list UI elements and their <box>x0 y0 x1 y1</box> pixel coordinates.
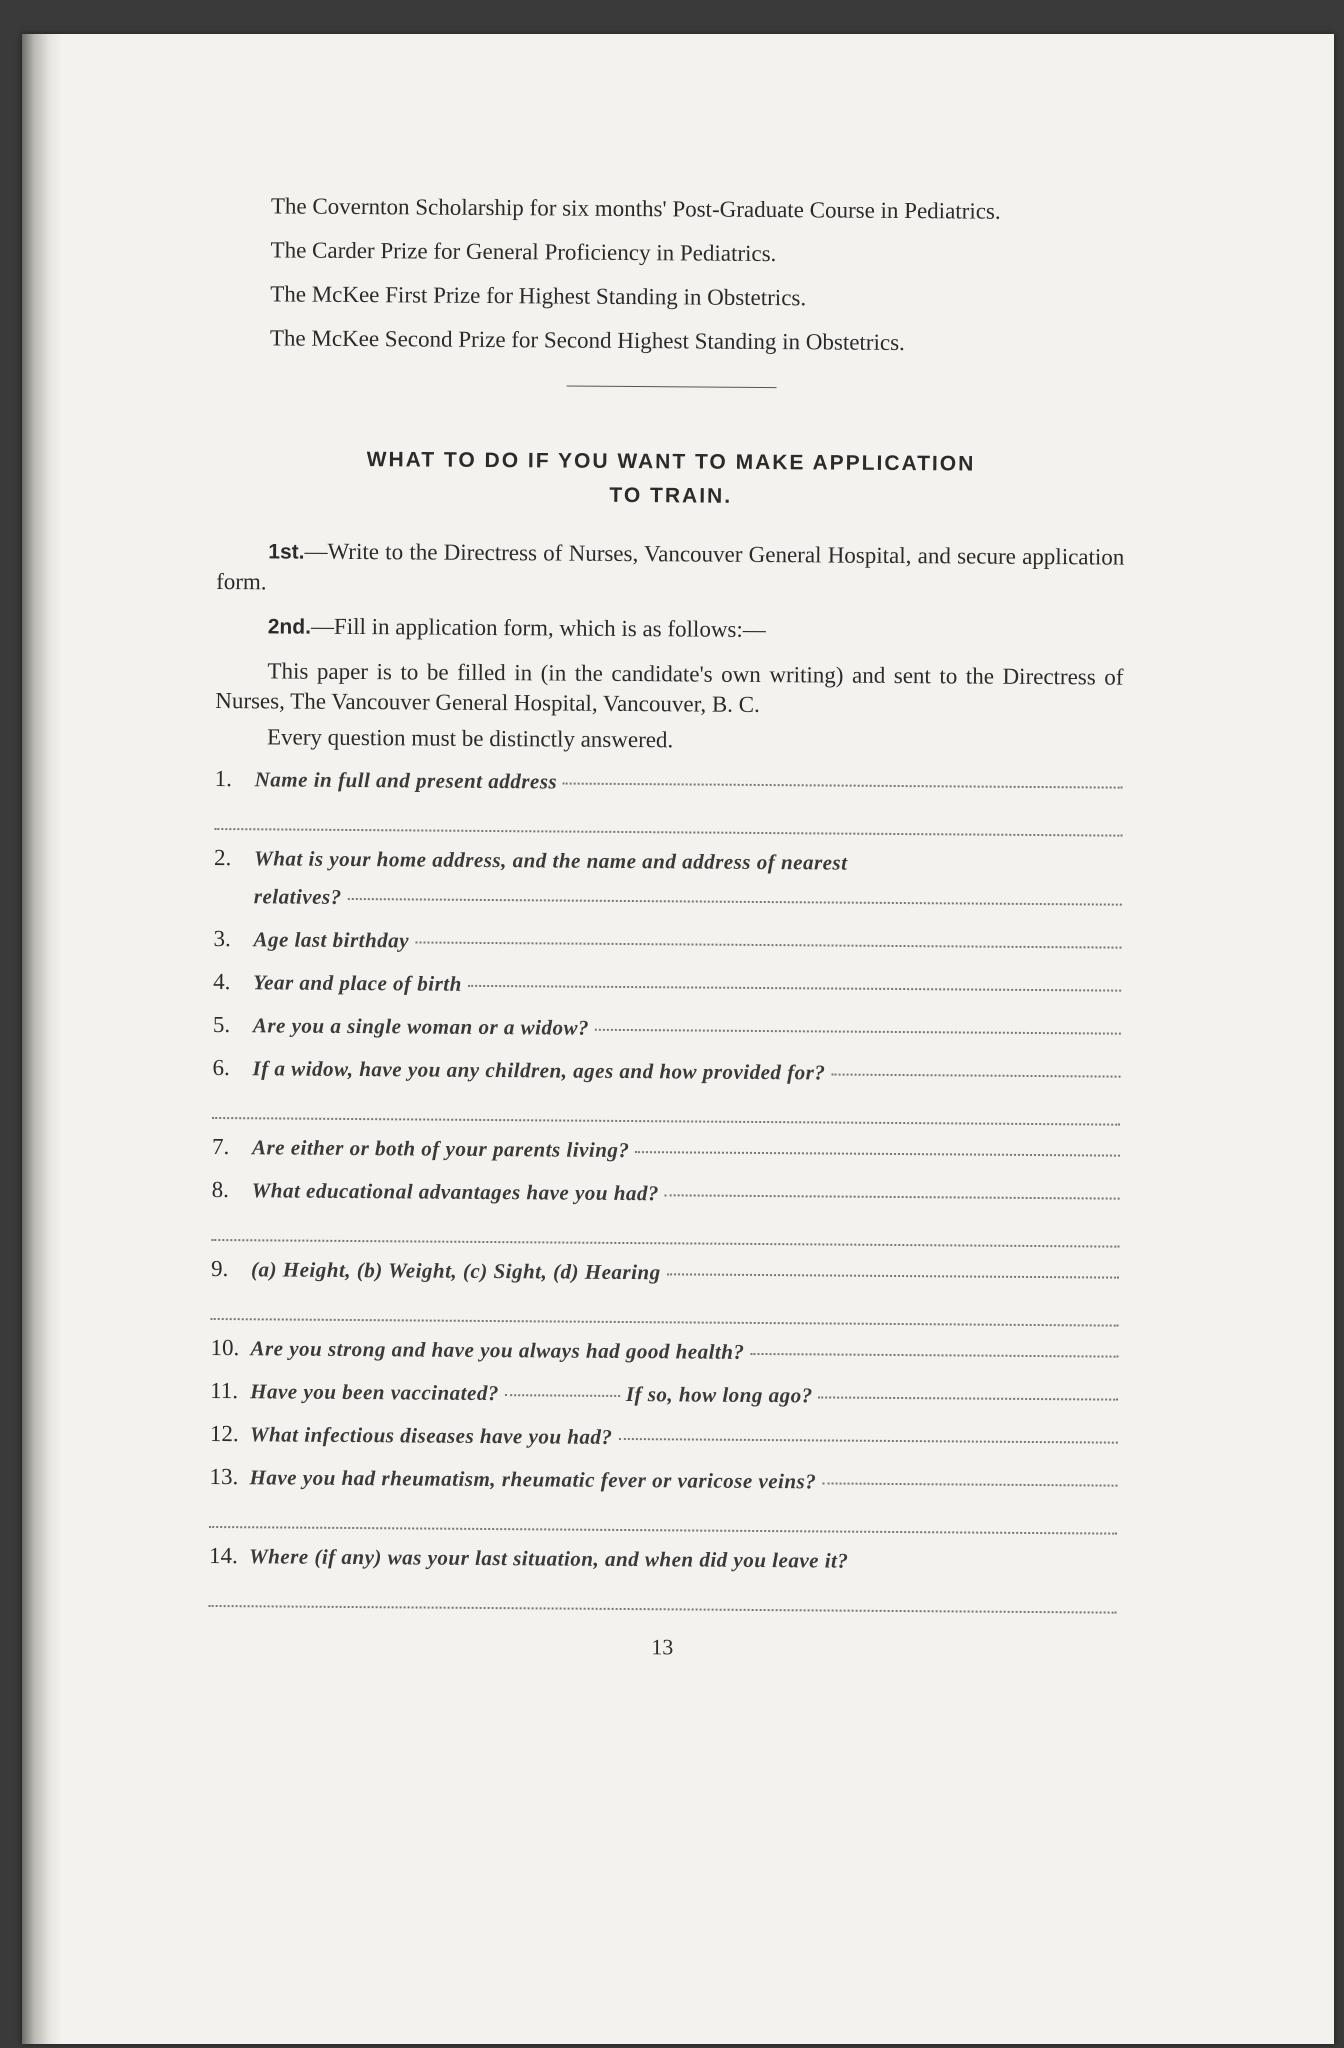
answer-blank[interactable] <box>635 1151 1120 1157</box>
question-number: 9. <box>211 1255 229 1282</box>
step-first-label: 1st. <box>268 540 305 564</box>
question-text: Where (if any) was your last situation, and when did you leave it? <box>248 1544 849 1573</box>
question-text: Year and place of birth <box>253 970 462 996</box>
question-14 <box>209 1541 1117 1614</box>
answer-blank[interactable] <box>505 1394 620 1397</box>
question-12 <box>210 1419 1118 1456</box>
heading-line-1: WHAT TO DO IF YOU WANT TO MAKE APPLICATION <box>366 448 976 476</box>
prize-paragraph-mckee-second: The McKee Second Prize for Second Highest Standing in Obstetrics. <box>269 325 905 356</box>
heading-line-2: TO TRAIN. <box>609 483 733 508</box>
question-number: 1. <box>214 765 233 792</box>
question-9 <box>211 1254 1119 1327</box>
question-text: Are you strong and have you always had good health? <box>250 1336 745 1364</box>
question-2 <box>214 843 1122 918</box>
step-first <box>216 536 1124 604</box>
question-1 <box>214 764 1122 837</box>
answer-blank[interactable] <box>618 1438 1117 1444</box>
question-10 <box>210 1333 1118 1370</box>
step-first-text: —Write to the Directress of Nurses, Vancouver General Hospital, and secure application form. <box>216 538 1125 595</box>
answer-blank[interactable] <box>595 1029 1121 1035</box>
page-content <box>208 191 1127 1666</box>
section-divider <box>567 386 777 389</box>
answer-line[interactable] <box>211 1284 1119 1327</box>
question-text: Have you been vaccinated? <box>250 1379 499 1406</box>
question-number: 2. <box>214 844 232 871</box>
prize-paragraph-covernton: The Covernton Scholarship for six months' Post-Graduate Course in Pediatrics. <box>270 193 1001 224</box>
answer-line[interactable] <box>209 1571 1117 1614</box>
question-number: 5. <box>212 1011 231 1038</box>
question-11 <box>210 1376 1118 1413</box>
question-number: 13. <box>209 1463 239 1490</box>
question-number: 14. <box>208 1542 238 1569</box>
prize-paragraph-carder: The Carder Prize for General Proficiency in Pediatrics. <box>270 237 777 267</box>
instruction-paragraph: This paper is to be filled in (in the candidate's own writing) and sent to the Directress of Nurses, The Vancouver General Hospital, Vancouver, B. C. <box>215 658 1124 717</box>
step-second-label: 2nd. <box>267 615 312 639</box>
question-13 <box>209 1462 1117 1535</box>
answer-line[interactable] <box>211 1205 1119 1248</box>
step-second <box>216 611 1124 649</box>
answer-blank[interactable] <box>831 1074 1120 1078</box>
answer-blank[interactable] <box>348 898 1122 906</box>
answer-blank[interactable] <box>415 941 1121 948</box>
question-3 <box>213 924 1121 961</box>
question-text-continued: relatives? <box>253 884 342 909</box>
question-text: Have you had rheumatism, rheumatic fever or varicose veins? <box>249 1465 817 1494</box>
answer-blank[interactable] <box>822 1482 1117 1486</box>
answer-line[interactable] <box>212 1083 1120 1126</box>
prize-paragraph-mckee-first: The McKee First Prize for Highest Standing in Obstetrics. <box>270 281 807 311</box>
question-number: 12. <box>209 1420 239 1447</box>
page-number: 13 <box>651 1634 674 1660</box>
answer-line[interactable] <box>214 794 1122 837</box>
answer-line[interactable] <box>209 1492 1117 1535</box>
answer-blank[interactable] <box>667 1273 1119 1278</box>
section-heading <box>217 442 1125 517</box>
question-text: If a widow, have you any children, ages and how provided for? <box>252 1056 826 1085</box>
question-text: What infectious diseases have you had? <box>249 1422 613 1449</box>
answer-blank[interactable] <box>468 985 1121 992</box>
question-number: 3. <box>213 925 231 952</box>
question-7 <box>212 1132 1120 1169</box>
question-text: (a) Height, (b) Weight, (c) Sight, (d) Hearing <box>251 1257 661 1285</box>
answer-blank[interactable] <box>819 1396 1119 1400</box>
question-number: 7. <box>211 1133 230 1160</box>
question-number: 4. <box>213 968 231 995</box>
question-5 <box>213 1010 1121 1047</box>
answer-blank[interactable] <box>665 1194 1120 1199</box>
answer-blank[interactable] <box>750 1353 1118 1358</box>
answer-blank[interactable] <box>563 783 1123 789</box>
question-number: 6. <box>212 1054 230 1081</box>
book-gutter-shadow <box>22 34 62 2044</box>
instruction-answer-all: Every question must be distinctly answered. <box>266 724 674 753</box>
question-number: 10. <box>210 1334 240 1361</box>
question-text: What is your home address, and the name and address of nearest <box>254 846 848 875</box>
step-second-text: —Fill in application form, which is as follows:— <box>310 613 766 643</box>
question-4 <box>213 967 1121 1004</box>
question-6 <box>212 1053 1120 1126</box>
question-text: Name in full and present address <box>254 767 558 794</box>
question-text: Are either or both of your parents living? <box>251 1135 630 1163</box>
question-number: 8. <box>211 1176 230 1203</box>
question-text: Are you a single woman or a widow? <box>252 1013 590 1040</box>
question-text-second-part: If so, how long ago? <box>625 1382 813 1408</box>
document-page <box>22 34 1334 2044</box>
question-number: 11. <box>210 1377 239 1404</box>
question-8 <box>211 1175 1119 1248</box>
question-text: Age last birthday <box>253 927 410 953</box>
application-questions <box>209 764 1123 1614</box>
question-text: What educational advantages have you had? <box>251 1178 660 1206</box>
